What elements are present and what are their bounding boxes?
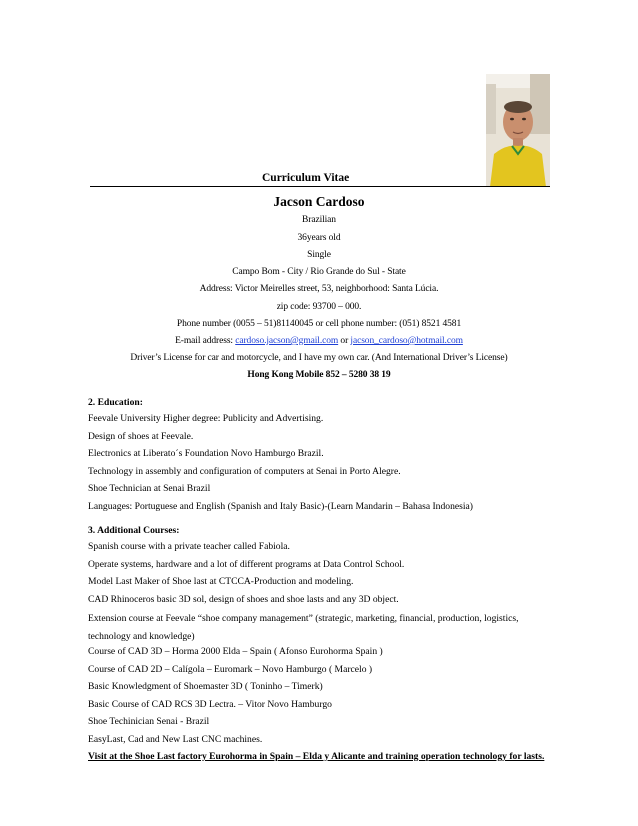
course-item: Extension course at Feevale “shoe company management” (strategic, marketing, financial, production, logistics, technology and knowledge) xyxy=(88,613,519,642)
email-label: E-mail address: xyxy=(175,336,236,346)
page-title: Curriculum Vitae xyxy=(262,172,350,184)
profile-photo xyxy=(486,74,550,187)
email-separator: or xyxy=(338,336,351,346)
course-item: Model Last Maker of Shoe last at CTCCA-Production and modeling. xyxy=(88,576,354,587)
city-state: Campo Bom - City / Rio Grande do Sul - State xyxy=(232,267,406,277)
candidate-name: Jacson Cardoso xyxy=(273,194,365,209)
course-item: Operate systems, hardware and a lot of different programs at Data Control School. xyxy=(88,558,405,570)
course-item: Basic Knowledgment of Shoemaster 3D ( Toninho – Timerk) xyxy=(88,681,323,692)
marital-status: Single xyxy=(307,250,331,260)
course-item: Spanish course with a private teacher called Fabiola. xyxy=(88,541,290,552)
drivers-license: Driver’s License for car and motorcycle, and I have my own car. (And International Driver’s License) xyxy=(130,353,508,363)
age: 36years old xyxy=(297,233,341,243)
education-heading: 2. Education: xyxy=(88,397,143,408)
phone-numbers: Phone number (0055 – 51)81140045 or cell phone number: (051) 8521 4581 xyxy=(176,319,462,329)
email-link-hotmail[interactable]: jacson_cardoso@hotmail.com xyxy=(350,336,463,346)
course-item: Course of CAD 3D – Horma 2000 Elda – Spain ( Afonso Eurohorma Spain ) xyxy=(88,646,383,657)
email-link-gmail[interactable]: cardoso.jacson@gmail.com xyxy=(235,336,339,346)
education-section xyxy=(88,396,628,517)
education-item: Feevale University Higher degree: Publicity and Advertising. xyxy=(88,413,324,424)
courses-section xyxy=(88,524,628,768)
course-item: Course of CAD 2D – Calígola – Euromark – Novo Hamburgo ( Marcelo ) xyxy=(88,663,373,675)
course-item: Basic Course of CAD RCS 3D Lectra. – Vitor Novo Hamburgo xyxy=(88,698,332,710)
zip-code: zip code: 93700 – 000. xyxy=(276,302,362,312)
education-item: Shoe Technician at Senai Brazil xyxy=(88,483,211,494)
course-item: EasyLast, Cad and New Last CNC machines. xyxy=(88,733,263,745)
courses-heading: 3. Additional Courses: xyxy=(88,525,180,536)
education-item: Electronics at Liberato´s Foundation Novo Hamburgo Brazil. xyxy=(88,448,324,459)
title-divider xyxy=(90,186,550,187)
course-item: Shoe Techinician Senai - Brazil xyxy=(88,716,210,727)
course-item-highlight: Visit at the Shoe Last factory Eurohorma in Spain – Elda y Alicante and training operation technology for lasts. xyxy=(88,751,545,762)
nationality: Brazilian xyxy=(302,215,336,225)
mobile-number: Hong Kong Mobile 852 – 5280 38 19 xyxy=(247,370,391,380)
education-item: Languages: Portuguese and English (Spanish and Italy Basic)-(Learn Mandarin – Bahasa Indonesia) xyxy=(88,500,473,512)
education-item: Technology in assembly and configuration of computers at Senai in Porto Alegre. xyxy=(88,465,401,477)
address: Address: Victor Meirelles street, 53, neighborhood: Santa Lúcia. xyxy=(199,284,439,294)
email-line xyxy=(0,336,638,346)
course-item: CAD Rhinoceros basic 3D sol, design of shoes and shoe lasts and any 3D object. xyxy=(88,593,399,605)
education-item: Design of shoes at Feevale. xyxy=(88,430,194,442)
